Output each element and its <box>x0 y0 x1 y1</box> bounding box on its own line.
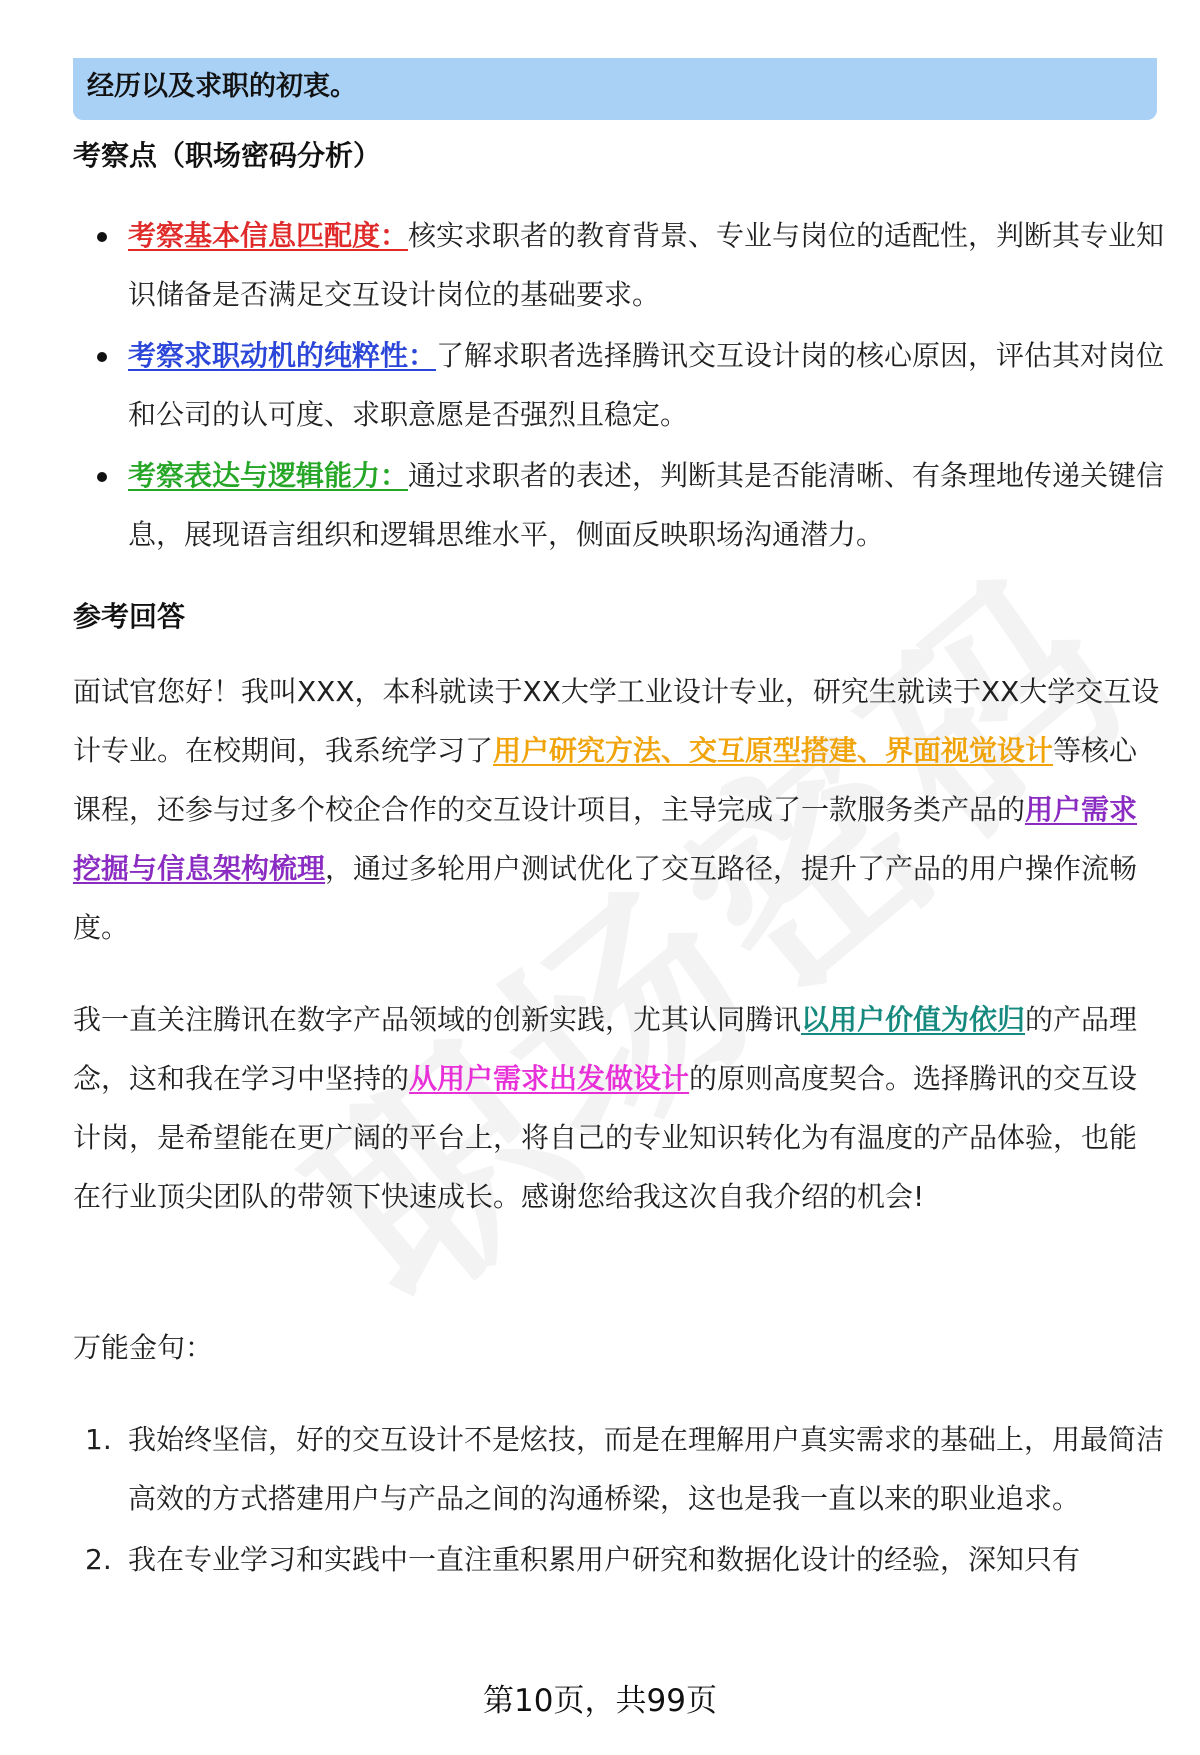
list-item <box>73 206 1168 324</box>
paragraph-text: 的产品理念，这和我在学习中坚持的 <box>73 1003 1138 1095</box>
list-item <box>73 446 1168 564</box>
page-number: 第10页，共99页 <box>483 1683 717 1719</box>
item-number: 2. <box>85 1543 112 1576</box>
list-item <box>73 1410 1168 1528</box>
bullet-text: 通过求职者的表述，判断其是否能清晰、有条理地传递关键信息，展现语言组织和逻辑思维水平，侧面反映职场沟通潜力。 <box>128 459 1165 551</box>
highlight-text: 从用户需求出发做设计 <box>409 1062 690 1095</box>
highlight-banner <box>73 58 1157 120</box>
reference-paragraph-2 <box>73 990 1163 1226</box>
paragraph-text: 我一直关注腾讯在数字产品领域的创新实践，尤其认同腾讯 <box>73 1003 802 1036</box>
analysis-heading: 考察点（职场密码分析） <box>73 139 382 172</box>
analysis-list <box>73 206 1168 566</box>
paragraph-text: 等核心课程，还参与过多个校企合作的交互设计项目，主导完成了一款服务类产品的 <box>73 734 1138 826</box>
list-item <box>73 1530 1168 1589</box>
item-number: 1. <box>85 1423 112 1456</box>
banner-text: 经历以及求职的初衷。 <box>87 71 357 102</box>
highlight-text: 用户研究方法、交互原型搭建、界面视觉设计 <box>493 734 1054 767</box>
item-text: 我始终坚信，好的交互设计不是炫技，而是在理解用户真实需求的基础上，用最简洁高效的方式搭建用户与产品之间的沟通桥梁，这也是我一直以来的职业追求。 <box>128 1423 1165 1515</box>
paragraph-text: ，通过多轮用户测试优化了交互路径，提升了产品的用户操作流畅度。 <box>73 852 1138 944</box>
reference-paragraph-1 <box>73 662 1163 957</box>
highlight-text: 用户需求挖掘与信息架构梳理 <box>73 793 1138 885</box>
bullet-label: 考察求职动机的纯粹性： <box>128 339 437 372</box>
bullet-label: 考察基本信息匹配度： <box>128 219 409 252</box>
golden-list <box>73 1410 1168 1591</box>
list-item <box>73 326 1168 444</box>
bullet-text: 核实求职者的教育背景、专业与岗位的适配性，判断其专业知识储备是否满足交互设计岗位的基础要求。 <box>128 219 1165 311</box>
paragraph-text: 的原则高度契合。选择腾讯的交互设计岗，是希望能在更广阔的平台上，将自己的专业知识转化为有温度的产品体验，也能在行业顶尖团队的带领下快速成长。感谢您给我这次自我介绍的机会! <box>73 1062 1138 1213</box>
reference-heading: 参考回答 <box>73 600 186 633</box>
golden-label: 万能金句： <box>73 1331 214 1364</box>
highlight-text: 以用户价值为依归 <box>801 1003 1026 1036</box>
bullet-text: 了解求职者选择腾讯交互设计岗的核心原因，评估其对岗位和公司的认可度、求职意愿是否强烈且稳定。 <box>128 339 1165 431</box>
bullet-label: 考察表达与逻辑能力： <box>128 459 409 492</box>
paragraph-text: 面试官您好！我叫XXX，本科就读于XX大学工业设计专业，研究生就读于XX大学交互设计专业。在校期间，我系统学习了 <box>73 675 1160 767</box>
item-text: 我在专业学习和实践中一直注重积累用户研究和数据化设计的经验，深知只有 <box>128 1543 1081 1576</box>
